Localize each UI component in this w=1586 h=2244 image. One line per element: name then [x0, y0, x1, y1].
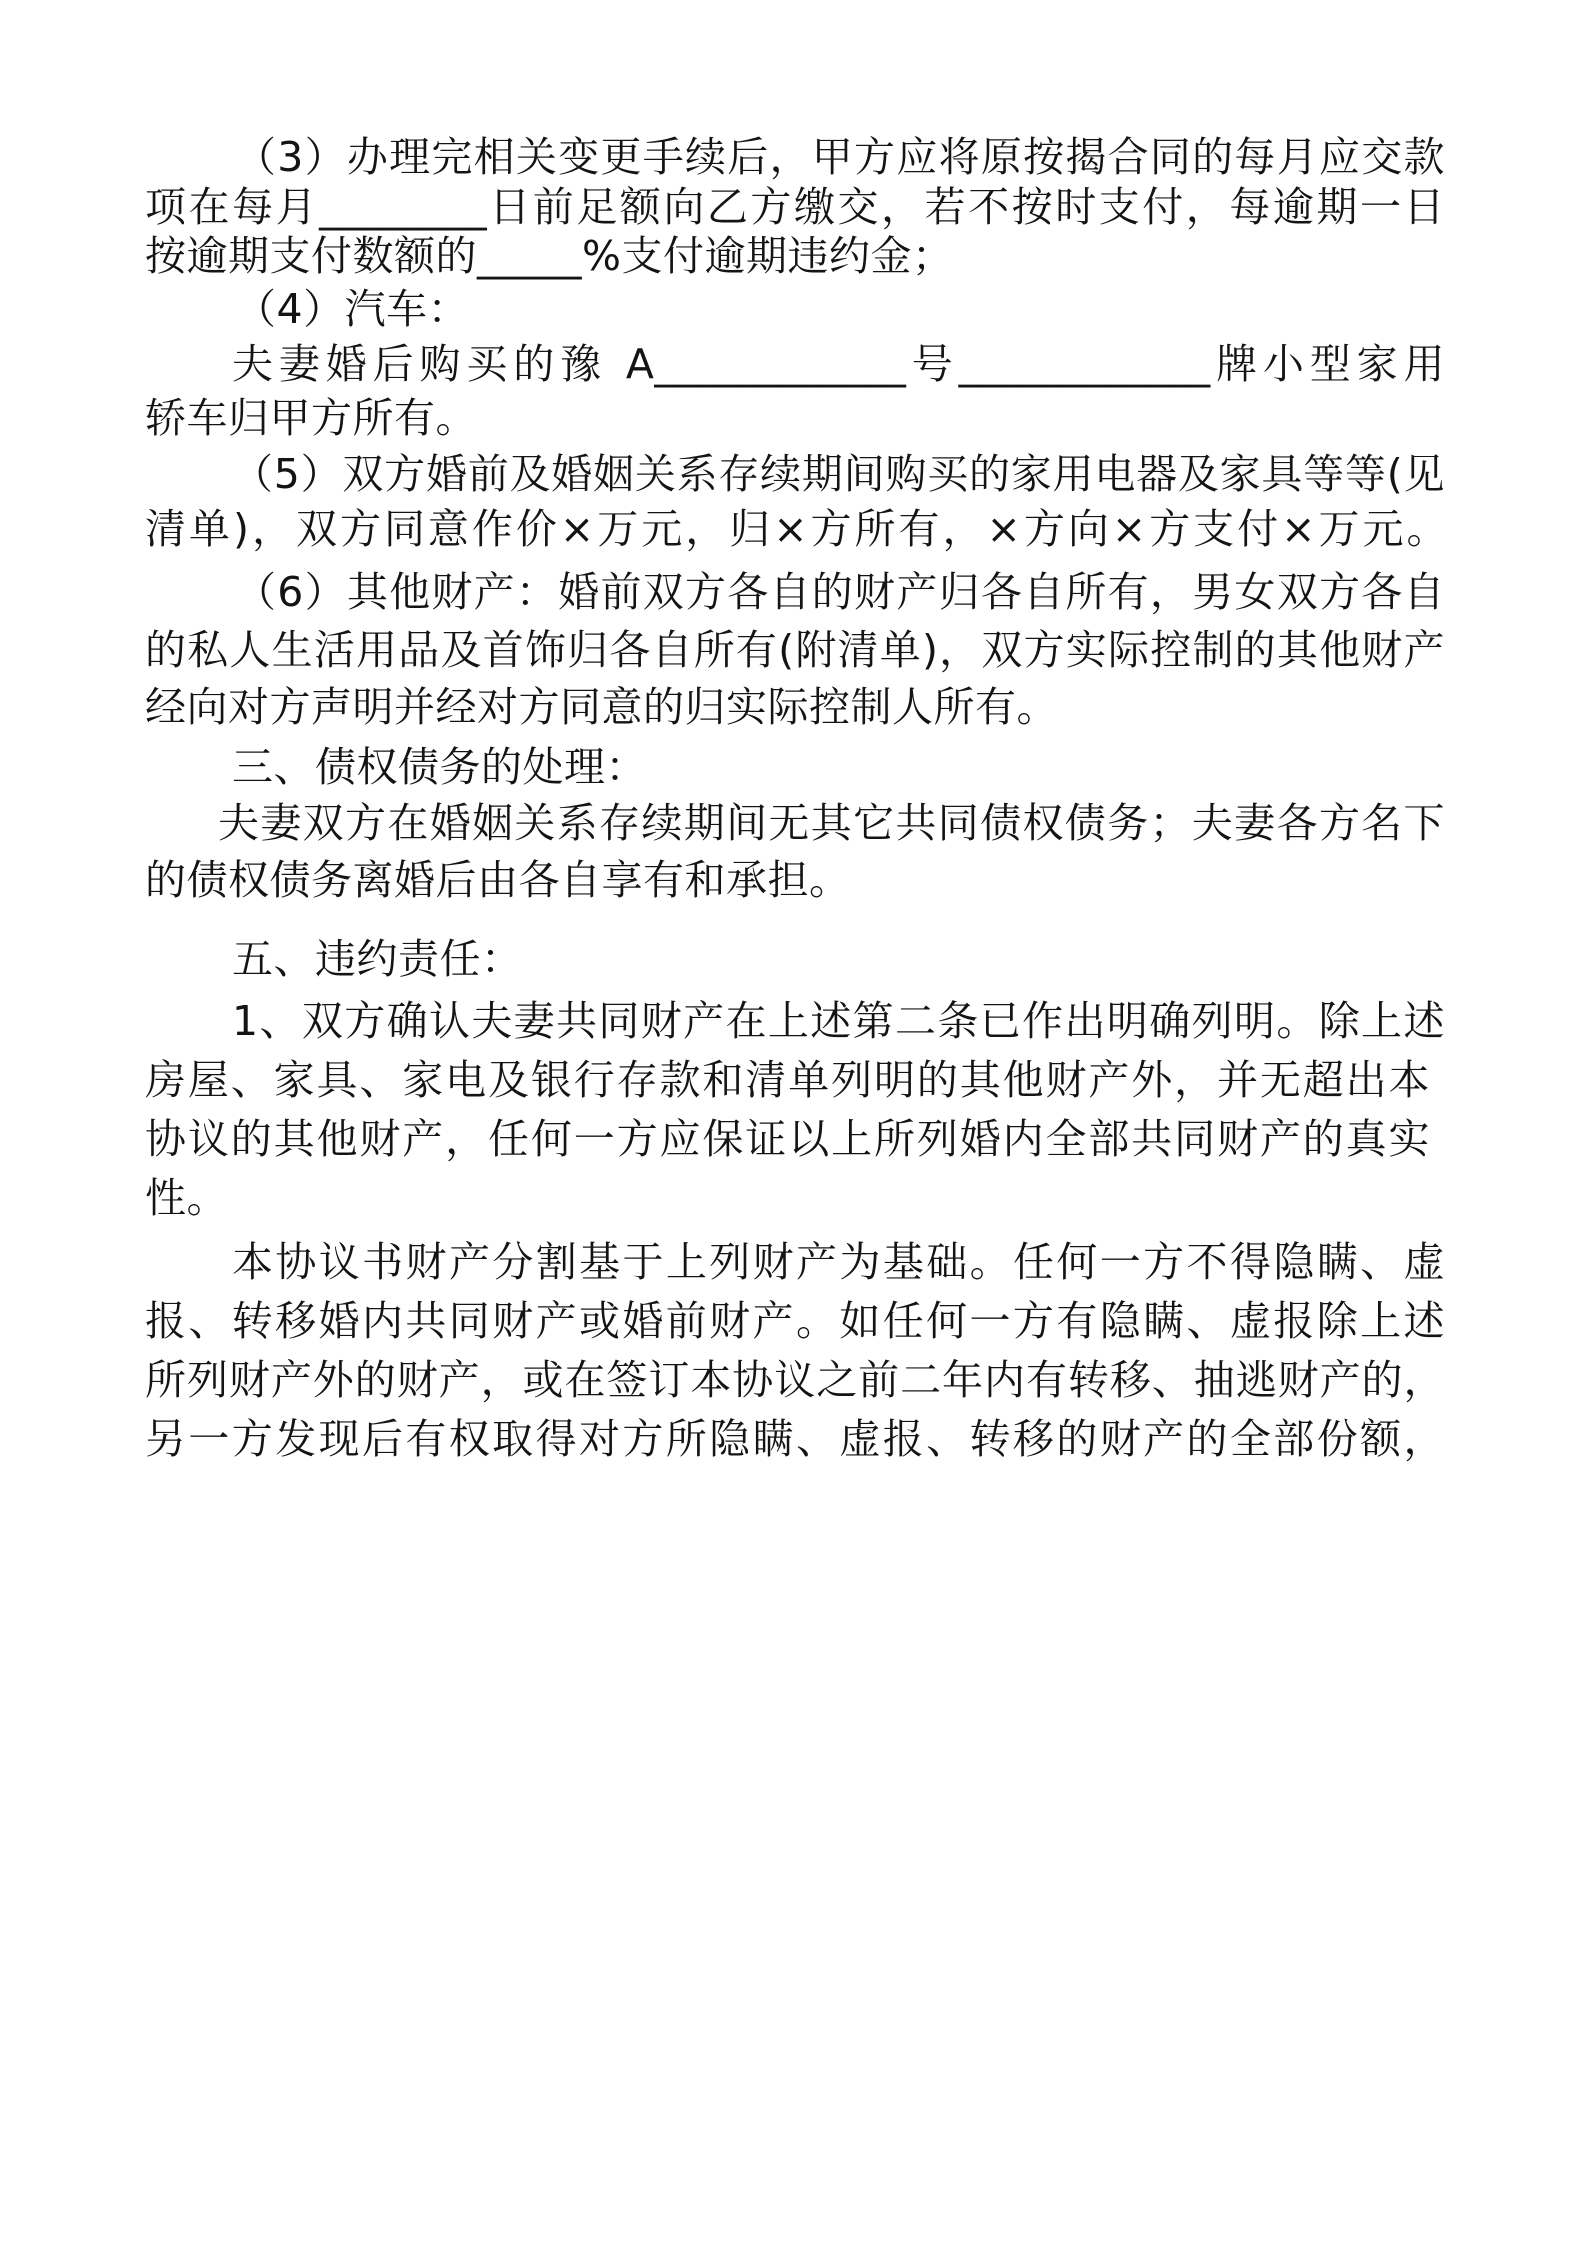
section-heading-3: 三、债权债务的处理： [232, 743, 647, 791]
text-line-20: 本协议书财产分割基于上列财产为基础。任何一方不得隐瞒、虚 [232, 1238, 1445, 1286]
text-line-9: （6）其他财产：婚前双方各自的财产归各自所有，男女双方各自 [235, 568, 1445, 616]
text-line-21: 报、转移婚内共同财产或婚前财产。如任何一方有隐瞒、虚报除上述 [145, 1297, 1445, 1345]
text-line-13: 夫妻双方在婚姻关系存续期间无其它共同债权债务；夫妻各方名下 [218, 799, 1445, 847]
text-line-7: （5）双方婚前及婚姻关系存续期间购买的家用电器及家具等等(见 [232, 450, 1445, 498]
text-line-17: 房屋、家具、家电及银行存款和清单列明的其他财产外，并无超出本 [145, 1056, 1430, 1104]
text-line-19: 性。 [145, 1174, 228, 1222]
text-line-11: 经向对方声明并经对方同意的归实际控制人所有。 [145, 683, 1058, 731]
text-line-18: 协议的其他财产，任何一方应保证以上所列婚内全部共同财产的真实 [145, 1115, 1430, 1163]
text-line-1: （3）办理完相关变更手续后，甲方应将原按揭合同的每月应交款 [235, 133, 1445, 181]
text-line-4: （4）汽车： [235, 285, 470, 333]
text-line-2: 项在每月________日前足额向乙方缴交，若不按时支付，每逾期一日 [145, 183, 1445, 231]
text-line-10: 的私人生活用品及首饰归各自所有(附清单)，双方实际控制的其他财产 [145, 626, 1445, 674]
text-line-22: 所列财产外的财产，或在签订本协议之前二年内有转移、抽逃财产的， [145, 1356, 1445, 1404]
text-line-8: 清单)，双方同意作价×万元，归×方所有，×方向×方支付×万元。 [145, 505, 1448, 553]
text-line-14: 的债权债务离婚后由各自享有和承担。 [145, 856, 851, 904]
text-line-5: 夫妻婚后购买的豫 A____________号____________牌小型家用 [232, 340, 1445, 388]
text-line-6: 轿车归甲方所有。 [145, 394, 477, 442]
text-line-16: 1、双方确认夫妻共同财产在上述第二条已作出明确列明。除上述 [232, 997, 1445, 1045]
text-line-3: 按逾期支付数额的_____%支付逾期违约金； [145, 232, 954, 280]
text-line-23: 另一方发现后有权取得对方所隐瞒、虚报、转移的财产的全部份额， [145, 1415, 1445, 1463]
section-heading-5: 五、违约责任： [232, 935, 523, 983]
